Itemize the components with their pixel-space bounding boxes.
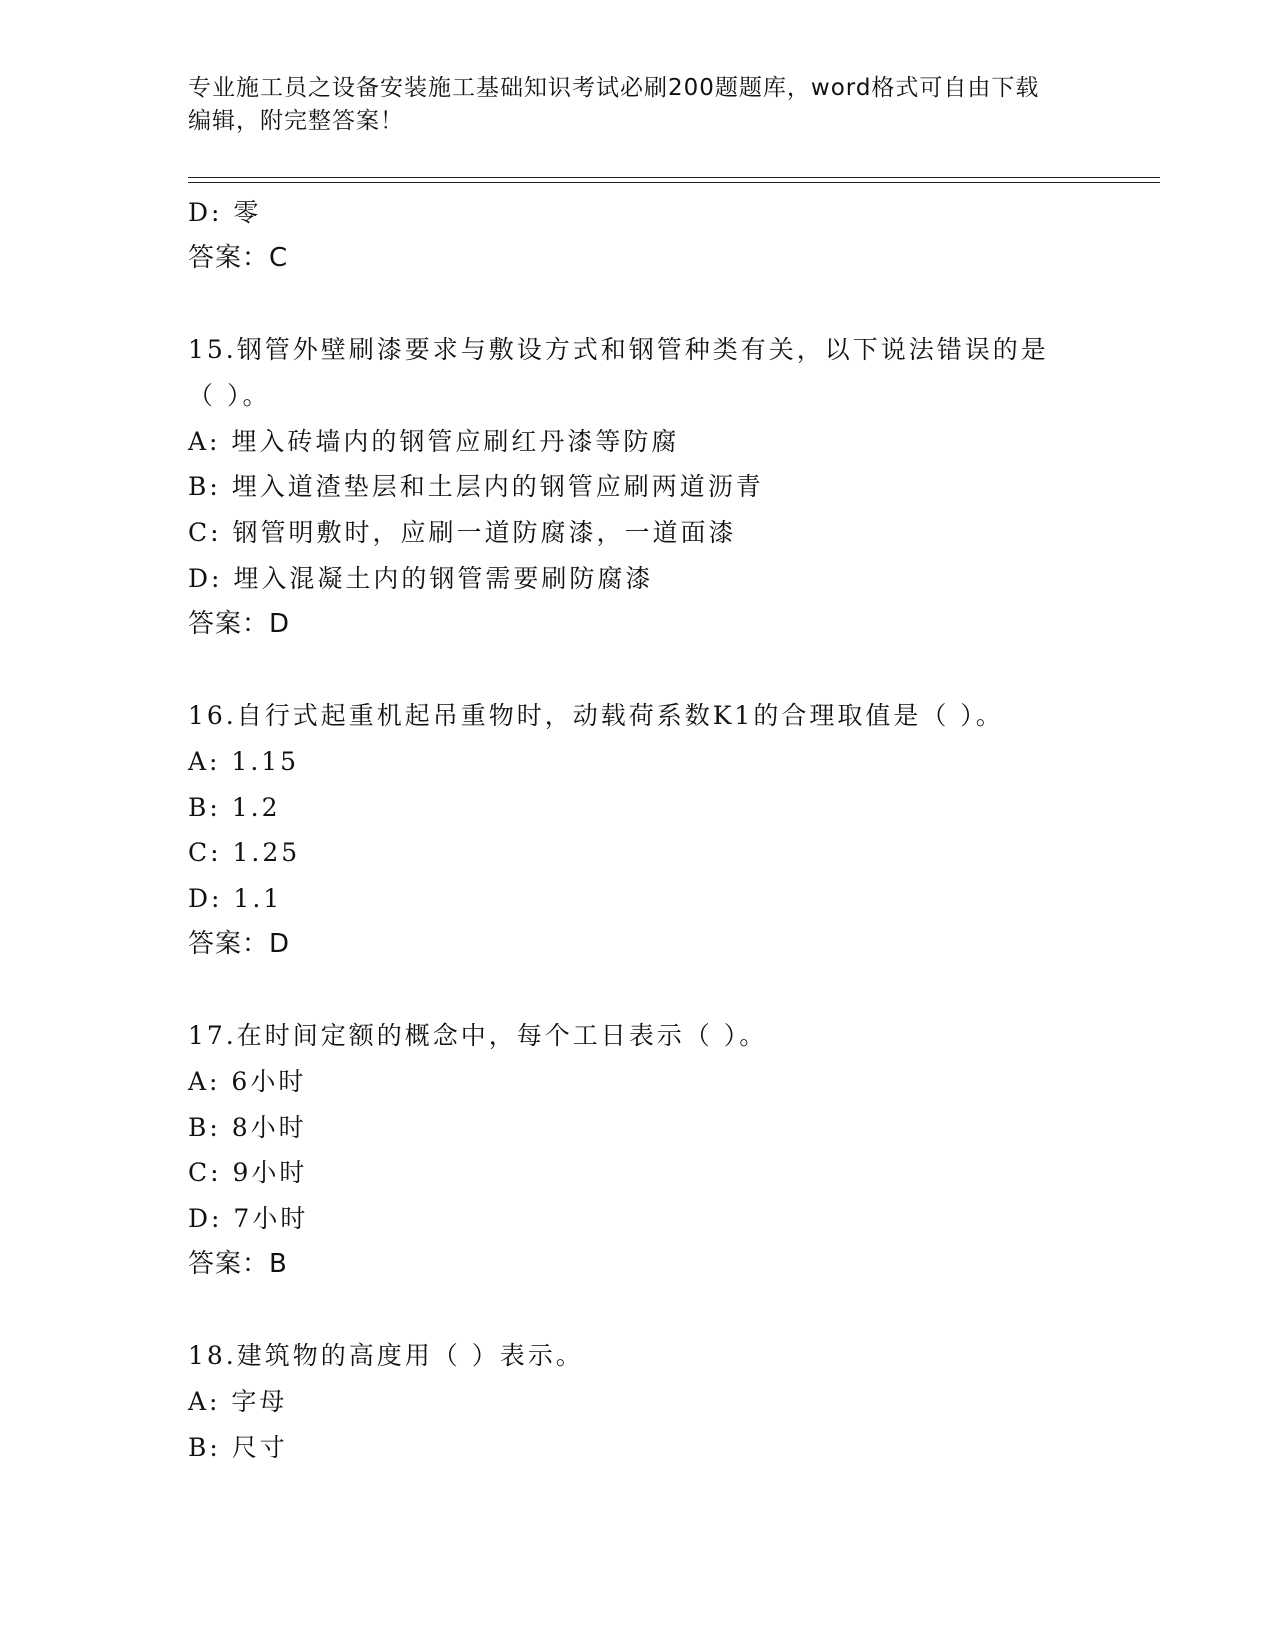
option-a: A: 字母 (188, 1387, 288, 1417)
question-text: 16.自行式起重机起吊重物时，动载荷系数K1的合理取值是（ ）。 (188, 701, 1004, 731)
spacer (188, 1287, 1088, 1333)
divider-line-bottom (188, 182, 1160, 183)
spacer (188, 281, 1088, 327)
answer-line: 答案：D (188, 608, 291, 639)
option-d: D: 零 (188, 198, 262, 227)
header-divider (188, 177, 1160, 183)
document-header (188, 72, 1088, 138)
option-d: D: 1.1 (188, 883, 283, 913)
option-b: B: 埋入道渣垫层和土层内的钢管应刷两道沥青 (188, 472, 764, 502)
header-title-line-1: 专业施工员之设备安装施工基础知识考试必刷200题题库，word格式可自由下载 (188, 75, 1040, 101)
answer-line: 答案：C (188, 242, 289, 273)
question-text: 15.钢管外壁刷漆要求与敷设方式和钢管种类有关，以下说法错误的是 (188, 335, 1049, 365)
question-15 (188, 327, 1088, 647)
option-a: A: 埋入砖墙内的钢管应刷红丹漆等防腐 (188, 426, 680, 456)
header-title-line-2: 编辑，附完整答案！ (188, 108, 404, 134)
answer-line: 答案：D (188, 928, 291, 959)
option-a: A: 1.15 (188, 746, 300, 776)
option-d: D: 7小时 (188, 1204, 309, 1234)
option-a: A: 6小时 (188, 1067, 307, 1096)
option-d: D: 埋入混凝土内的钢管需要刷防腐漆 (188, 563, 654, 593)
spacer (188, 647, 1088, 693)
question-16 (188, 693, 1088, 967)
option-b: B: 8小时 (188, 1112, 307, 1142)
question-text: 17.在时间定额的概念中，每个工日表示（ ）。 (188, 1021, 768, 1051)
divider-line-top (188, 177, 1160, 178)
question-list (188, 190, 1088, 1471)
question-18 (188, 1333, 1088, 1470)
question-text: 18.建筑物的高度用（ ）表示。 (188, 1341, 584, 1371)
option-c: C: 1.25 (188, 838, 301, 868)
question-text-continued: （ ）。 (188, 381, 271, 411)
previous-question-tail (188, 190, 1088, 281)
spacer (188, 967, 1088, 1013)
option-b: B: 1.2 (188, 792, 281, 822)
option-c: C: 钢管明敷时，应刷一道防腐漆，一道面漆 (188, 518, 737, 548)
option-c: C: 9小时 (188, 1158, 308, 1188)
answer-line: 答案：B (188, 1248, 288, 1279)
option-b: B: 尺寸 (188, 1432, 288, 1462)
question-17 (188, 1013, 1088, 1287)
